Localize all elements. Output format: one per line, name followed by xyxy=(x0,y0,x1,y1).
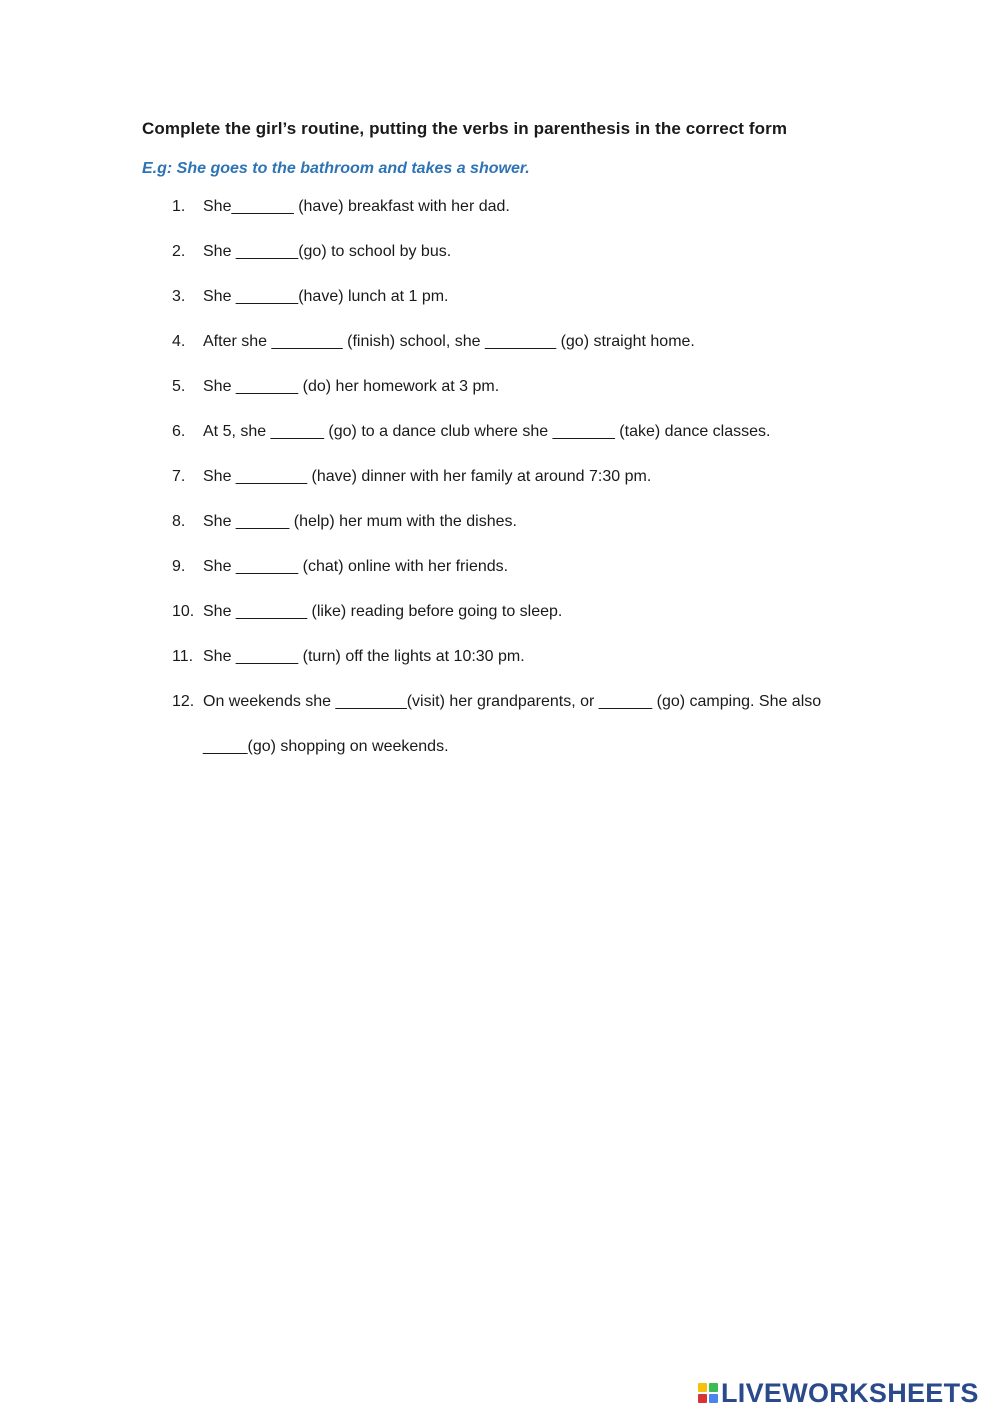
item-number: 2. xyxy=(172,243,186,260)
worksheet-title: Complete the girl’s routine, putting the verbs in parenthesis in the correct form xyxy=(142,119,788,138)
item-text: At 5, she ______ (go) to a dance club where she _______ (take) dance classes. xyxy=(203,423,771,440)
item-text: She _______ (do) her homework at 3 pm. xyxy=(203,378,500,395)
item-number: 6. xyxy=(172,423,186,440)
item-text: She _______(go) to school by bus. xyxy=(203,243,452,260)
item-text: She _______ (turn) off the lights at 10:30 pm. xyxy=(203,648,525,665)
item-number: 3. xyxy=(172,288,186,305)
logo-block-blue xyxy=(709,1394,718,1403)
item-text: On weekends she ________(visit) her grandparents, or ______ (go) camping. She also xyxy=(203,693,822,710)
item-number: 5. xyxy=(172,378,186,395)
exercise-item-12-continuation: _____(go) shopping on weekends. xyxy=(203,738,449,755)
item-number: 4. xyxy=(172,333,186,350)
item-text: She ________ (have) dinner with her family at around 7:30 pm. xyxy=(203,468,652,485)
item-number: 1. xyxy=(172,198,186,215)
item-number: 9. xyxy=(172,558,186,575)
item-text: She _______ (chat) online with her friends. xyxy=(203,558,509,575)
liveworksheets-logo-icon xyxy=(698,1383,718,1403)
item-text: She ________ (like) reading before going to sleep. xyxy=(203,603,563,620)
item-number: 10. xyxy=(172,603,195,620)
item-number: 12. xyxy=(172,693,195,710)
liveworksheets-brand xyxy=(698,1378,979,1408)
item-text: She_______ (have) breakfast with her dad. xyxy=(203,198,510,215)
item-text: She _______(have) lunch at 1 pm. xyxy=(203,288,449,305)
logo-block-yellow xyxy=(698,1383,707,1392)
item-number: 11. xyxy=(172,648,194,665)
item-text: After she ________ (finish) school, she ________ (go) straight home. xyxy=(203,333,695,350)
logo-block-red xyxy=(698,1394,707,1403)
item-number: 7. xyxy=(172,468,186,485)
example-sentence: E.g: She goes to the bathroom and takes a shower. xyxy=(142,160,530,177)
item-number: 8. xyxy=(172,513,186,530)
brand-text: LIVEWORKSHEETS xyxy=(721,1377,979,1408)
item-text: She ______ (help) her mum with the dishes. xyxy=(203,513,517,530)
logo-block-green xyxy=(709,1383,718,1392)
